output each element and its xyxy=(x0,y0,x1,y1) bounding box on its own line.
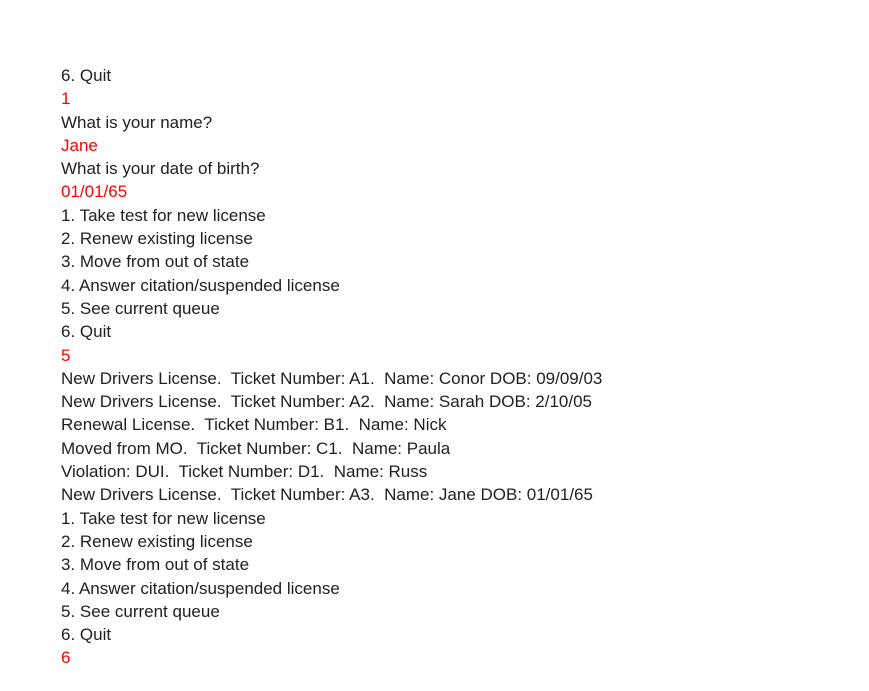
user-input-line: 6 xyxy=(61,648,71,668)
console-output-line: What is your name? xyxy=(61,112,213,132)
console-output-line: 5. See current queue xyxy=(61,601,220,621)
console-output-line: What is your date of birth? xyxy=(61,159,260,179)
console-output-line: 6. Quit xyxy=(61,322,112,342)
console-output-line: New Drivers License. Ticket Number: A2. Name: Sarah DOB: 2/10/05 xyxy=(61,392,592,412)
console-output-line: 6. Quit xyxy=(61,625,112,645)
console-output-line: 1. Take test for new license xyxy=(61,205,266,225)
console-output-line: 4. Answer citation/suspended license xyxy=(61,578,340,598)
user-input-line: 1 xyxy=(61,89,71,109)
user-input-line: 5 xyxy=(61,345,71,365)
console-output-line: Moved from MO. Ticket Number: C1. Name: Paula xyxy=(61,438,451,458)
console-output-line: 3. Move from out of state xyxy=(61,252,250,272)
console-output-line: Violation: DUI. Ticket Number: D1. Name: Russ xyxy=(61,462,428,482)
user-input-line: 01/01/65 xyxy=(61,182,128,202)
console-output-line: 4. Answer citation/suspended license xyxy=(61,275,340,295)
console-output-line: 2. Renew existing license xyxy=(61,531,253,551)
console-output-line: 6. Quit xyxy=(61,66,112,85)
console-output-line: 1. Take test for new license xyxy=(61,508,266,528)
console-output-line: New Drivers License. Ticket Number: A3. Name: Jane DOB: 01/01/65 xyxy=(61,485,593,505)
console-output-line: 2. Renew existing license xyxy=(61,229,253,249)
console-output-line: 3. Move from out of state xyxy=(61,555,250,575)
console-output-line: New Drivers License. Ticket Number: A1. Name: Conor DOB: 09/09/03 xyxy=(61,368,603,388)
console-output-line: Renewal License. Ticket Number: B1. Name: Nick xyxy=(61,415,447,435)
user-input-line: Jane xyxy=(61,135,98,155)
console-transcript xyxy=(61,64,851,670)
console-output-line: 5. See current queue xyxy=(61,298,220,318)
